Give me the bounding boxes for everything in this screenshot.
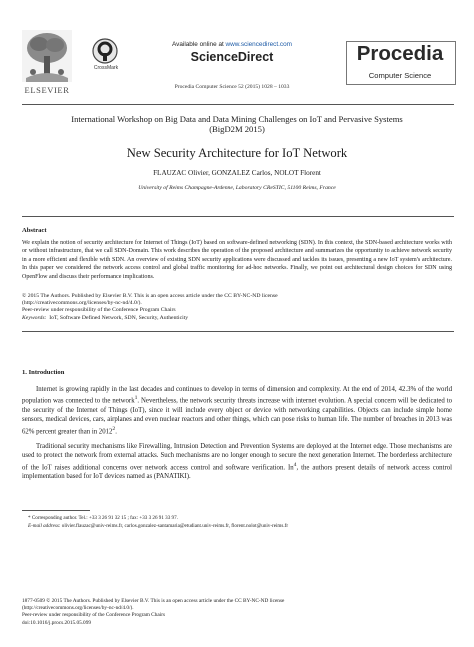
paper-title: New Security Architecture for IoT Network xyxy=(126,146,348,160)
footnote-ref-2[interactable]: 2 xyxy=(112,425,116,432)
affiliation: University of Reims Champagne-Ardenne, Laboratory CReSTIC, 51100 Reims, France xyxy=(138,185,336,191)
abstract-license-block xyxy=(22,293,452,322)
abstract-text: We explain the notion of security architecture for Internet of Things (IoT) based on software-defined networking (SDN). In this context, the SDN-based architecture works with or without infrastructure, that we call SDN-Domain. This work describes the operation of the proposed architecture and summarizes the opportunity to achieve network security in a more efficient and flexible with SDN. An overview of existing SDN security applications were discussed and tackles its issues, presenting a new IoT system's architecture. In this paper we considered the network access control and global traffic monitoring for ad-hoc networks. Finally, we point out architectural design choices for SDN using OpenFlow and discuss their performance implications. xyxy=(22,240,452,280)
header-divider xyxy=(22,104,454,105)
elsevier-wordmark: ELSEVIER xyxy=(24,85,70,95)
intro-p1-text-a: Internet is growing rapidly in the last decades and continues to develop in terms of dimension and complexity. At the end of 2014, 42.3% of the world population was connected to the network xyxy=(22,386,452,405)
crossmark-icon[interactable] xyxy=(92,38,118,64)
abstract-license-link[interactable]: (http://creativecommons.org/licenses/by-nc-nd/4.0/). xyxy=(22,300,142,307)
intro-p1-text-b: . Nevertheless, the network security threats increase with internet evolution. A special concern will be dedicated to the security of the Internet of Things (IoT), since it will include every object or device with networking capabilities. Objects can include simple home sensors, medical devices, cars, airplanes and even nuclear reactors and other things, which can pose risks to human life. The number of breaches in 2013 was 62% percent greater than in 2012 xyxy=(22,397,452,436)
abstract-peer-review: Peer-review under responsibility of the Conference Program Chairs xyxy=(22,307,176,314)
abstract-copyright: © 2015 The Authors. Published by Elsevier B.V. This is an open access article under the CC BY-NC-ND license xyxy=(22,293,278,299)
workshop-line-2: (BigD2M 2015) xyxy=(209,124,265,135)
keywords-values: IoT, Software Defined Network, SDN, Security, Authenticity xyxy=(49,314,189,321)
keywords-label: Keywords: xyxy=(22,314,47,321)
elsevier-tree-logo-icon xyxy=(22,30,72,82)
footnote-rule xyxy=(22,510,90,511)
intro-paragraph-1 xyxy=(22,385,452,437)
intro-p2-text-a: Traditional security mechanisms like Firewalling, Intrusion Detection and Prevention Systems are deployed at the Internet edge. Those mechanisms are used to protect the network from external attacks. Such mechanisms are no longer enough to secure the next generation Internet. The borderless architecture of the IoT raises additional concerns over network access control and software verification. In xyxy=(22,443,452,472)
abstract-heading: Abstract xyxy=(22,227,47,234)
footer-license-link[interactable]: (http://creativecommons.org/licenses/by-nc-nd/4.0/). xyxy=(22,605,134,612)
email-note xyxy=(28,523,452,530)
page-footer xyxy=(22,598,454,627)
abstract-top-divider xyxy=(22,216,454,217)
footnote-ref-4[interactable]: 4 xyxy=(293,461,297,468)
introduction-heading: 1. Introduction xyxy=(22,369,65,376)
footer-peer-review: Peer-review under responsibility of the Conference Program Chairs xyxy=(22,612,166,619)
journal-reference: Procedia Computer Science 52 (2015) 1028 – 1033 xyxy=(174,84,290,90)
author-list: FLAUZAC Olivier, GONZALEZ Carlos, NOLOT Florent xyxy=(153,169,321,177)
workshop-line-1: International Workshop on Big Data and Data Mining Challenges on IoT and Pervasive Systems xyxy=(71,114,403,124)
sciencedirect-link[interactable]: www.sciencedirect.com xyxy=(225,41,292,48)
footnote-ref-1[interactable]: 1 xyxy=(134,395,138,402)
crossmark-label: CrossMark xyxy=(93,65,119,71)
email-addresses[interactable]: olivier.flauzac@univ-reims.fr, carlos.gonzalez-santamaria@etudiant.univ-reims.fr, florent.nolot@univ-reims.fr xyxy=(60,523,289,529)
procedia-subtitle: Computer Science xyxy=(368,71,432,80)
procedia-title: Procedia xyxy=(356,42,444,65)
keywords-line xyxy=(22,315,452,322)
intro-p1-text-c: . xyxy=(115,428,117,436)
footer-doi[interactable]: doi:10.1016/j.procs.2015.05.099 xyxy=(22,619,92,626)
corresponding-author-note: * Corresponding author. Tel.: +33 3 26 91 32 15 ; fax: +33 3 26 91 33 97. xyxy=(28,515,178,521)
sciencedirect-wordmark: ScienceDirect xyxy=(190,50,274,64)
footer-issn-copyright: 1877-0509 © 2015 The Authors. Published by Elsevier B.V. This is an open access article under the CC BY-NC-ND license xyxy=(22,598,285,604)
available-online-line xyxy=(137,41,327,48)
intro-paragraph-2 xyxy=(22,442,452,482)
available-prefix: Available online at xyxy=(172,41,226,48)
email-label: E-mail address: xyxy=(28,523,61,529)
workshop-name xyxy=(30,114,444,135)
abstract-bottom-divider xyxy=(22,331,454,332)
intro-p2-text-b: , the authors present details of network access control implementation based for IoT devices named as (PANATIKI). xyxy=(22,464,452,481)
